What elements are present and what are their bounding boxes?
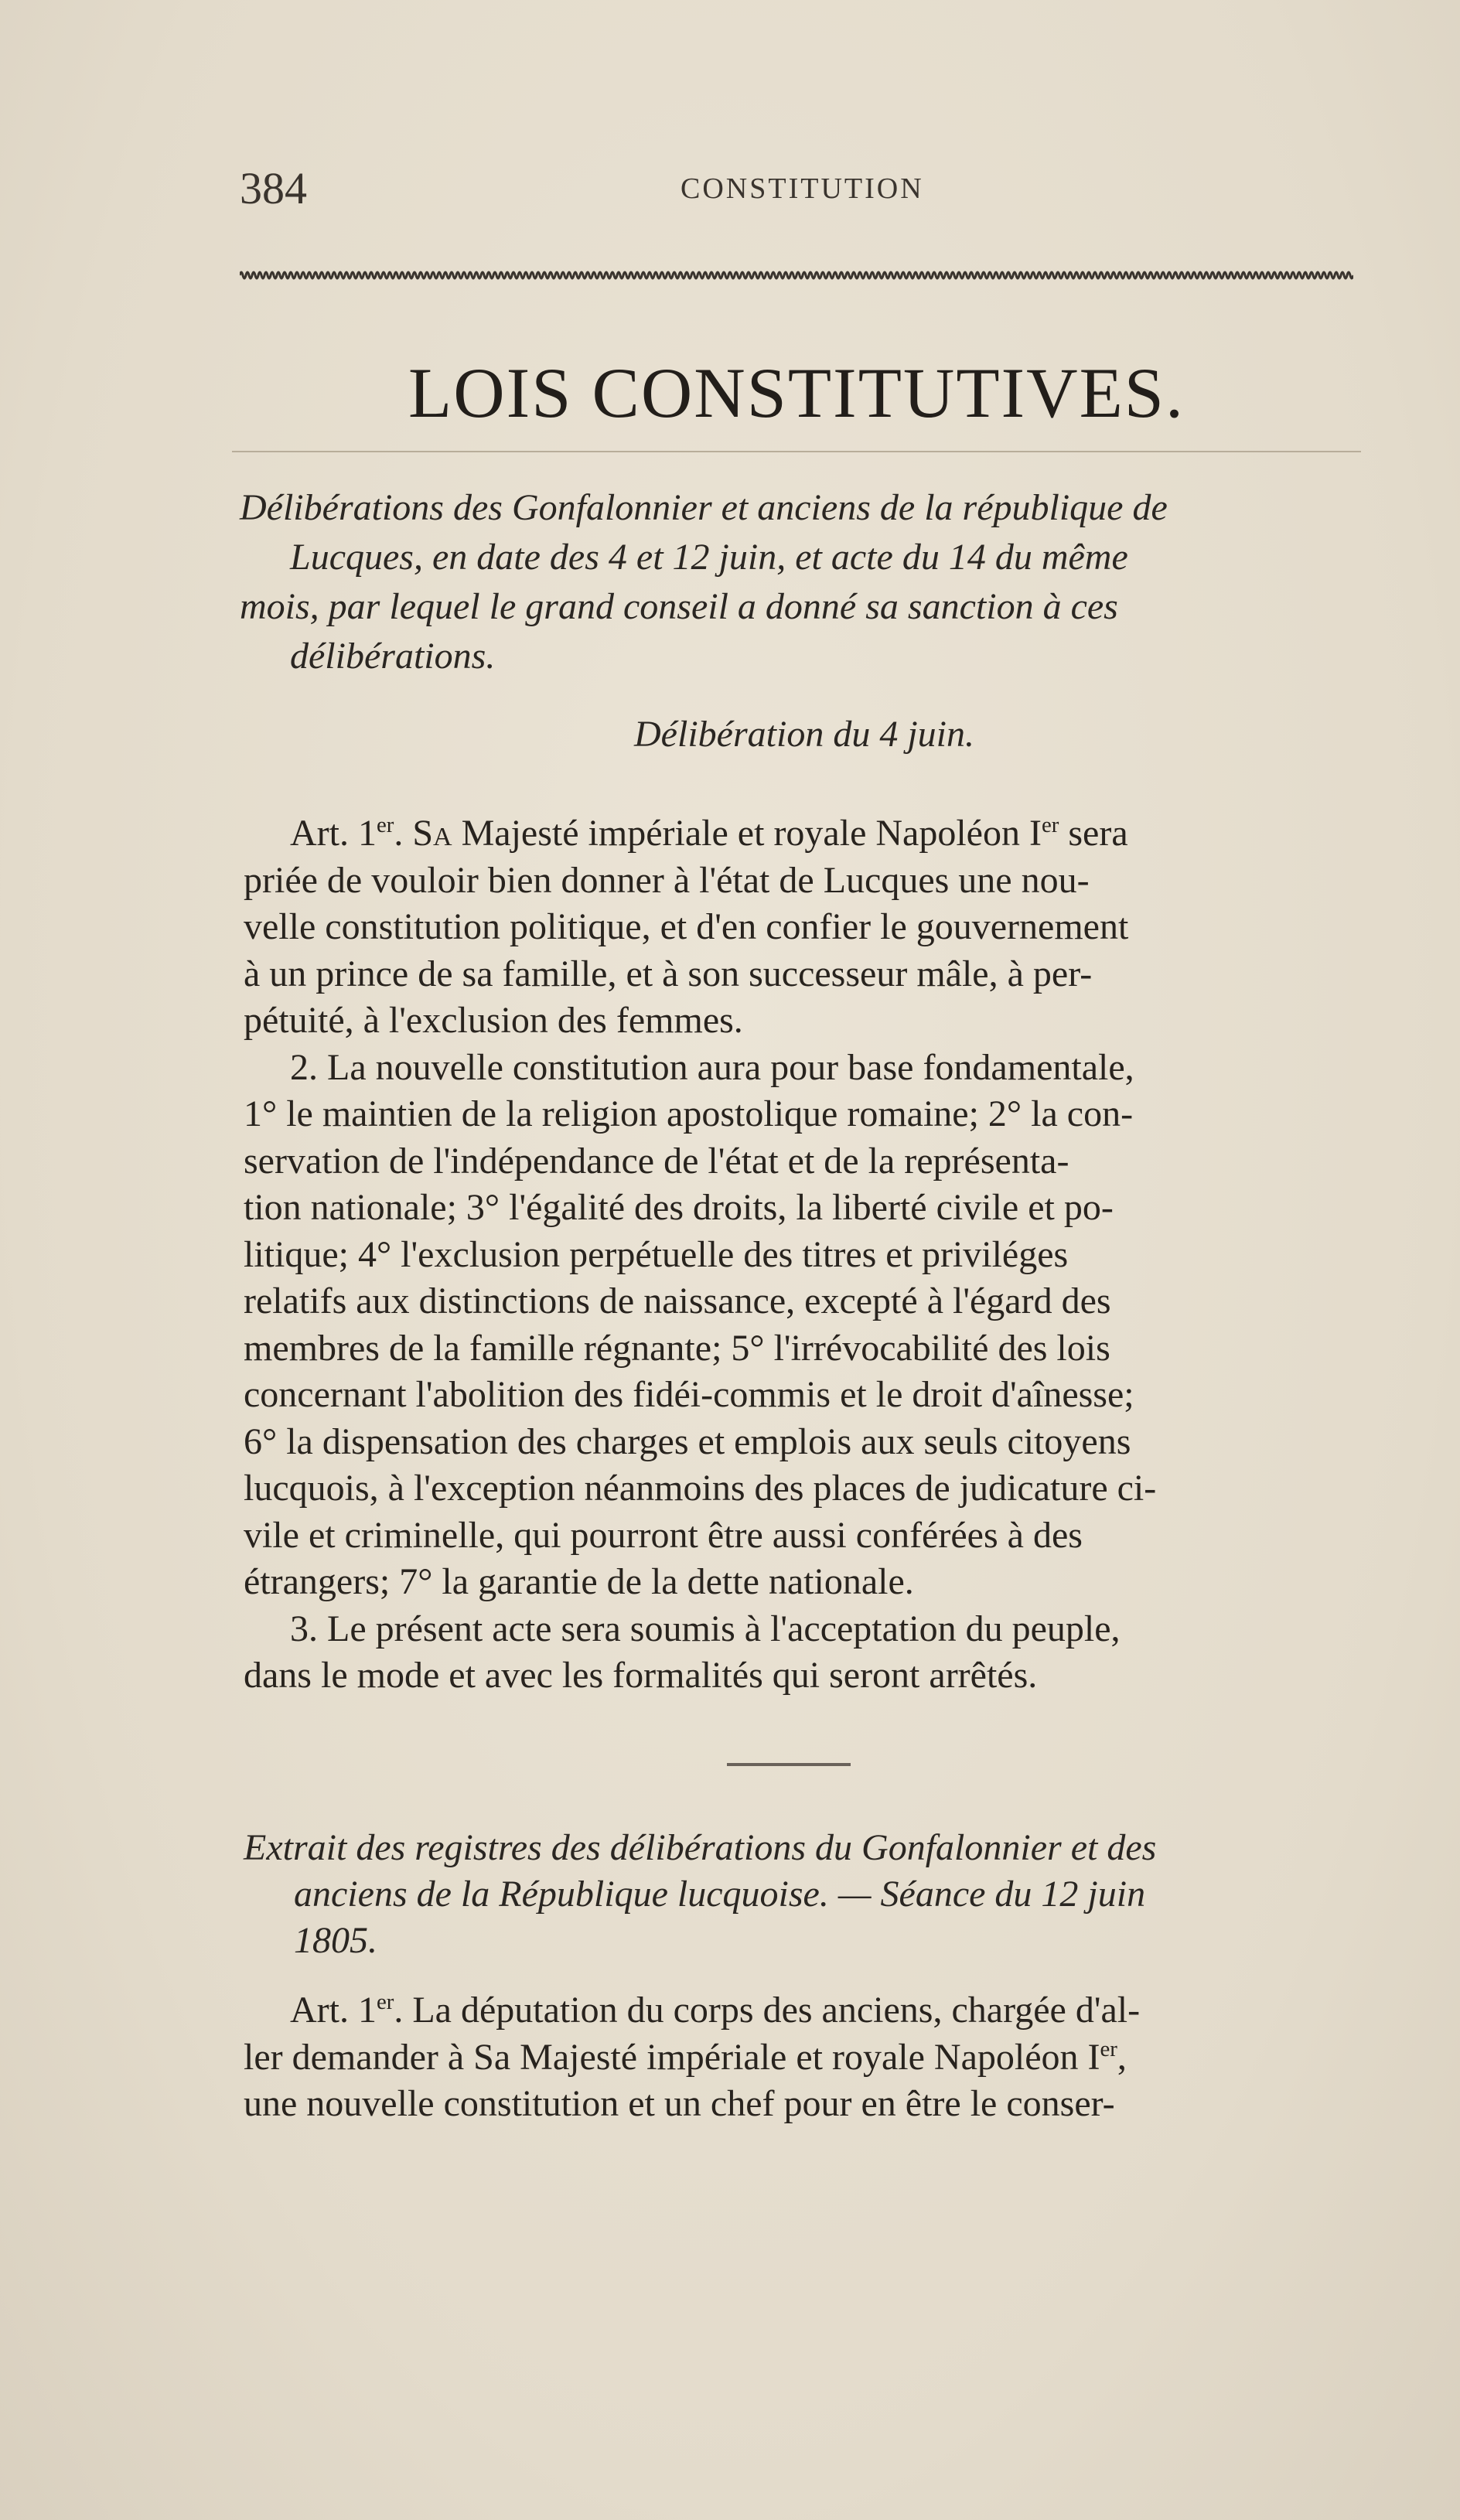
text-line: une nouvelle constitution et un chef pour en être le conser- xyxy=(244,2083,1115,2124)
heading-line: Lucques, en date des 4 et 12 juin, et acte du 14 du même xyxy=(290,537,1128,578)
articles-block-2 xyxy=(244,1987,1365,2128)
article-3-first-line: 3. Le présent acte sera soumis à l'acceptation du peuple, xyxy=(290,1608,1121,1649)
text-line: servation de l'indépendance de l'état et de la représenta- xyxy=(244,1140,1069,1182)
text-line: lucquois, à l'exception néanmoins des places de judicature ci- xyxy=(244,1468,1157,1509)
text-line: à un prince de sa famille, et à son successeur mâle, à per- xyxy=(244,953,1093,994)
article-1-first-line: Art. 1er. Sa Majesté impériale et royale Napoléon Ier sera xyxy=(290,813,1128,854)
extract-heading xyxy=(244,1825,1365,1964)
section-divider xyxy=(727,1763,851,1766)
text-line: vile et criminelle, qui pourront être aussi conférées à des xyxy=(244,1514,1083,1556)
articles-block-1 xyxy=(244,810,1365,1700)
text-line: pétuité, à l'exclusion des femmes. xyxy=(244,1000,743,1041)
text-line: relatifs aux distinctions de naissance, excepté à l'égard des xyxy=(244,1280,1111,1321)
text-line: 1° le maintien de la religion apostolique romaine; 2° la con- xyxy=(244,1093,1134,1134)
page-header xyxy=(240,162,1376,217)
article-2-first-line: 2. La nouvelle constitution aura pour base fondamentale, xyxy=(290,1046,1134,1088)
text-line: ler demander à Sa Majesté impériale et royale Napoléon Ier, xyxy=(244,2036,1127,2078)
heading-line: délibérations. xyxy=(290,636,496,677)
title-underline xyxy=(232,451,1361,452)
page-number: 384 xyxy=(240,163,307,213)
document-heading xyxy=(240,483,1369,681)
running-head: CONSTITUTION xyxy=(681,172,924,205)
section-title: Délibération du 4 juin. xyxy=(634,714,974,755)
heading-line: Délibérations des Gonfalonnier et anciens de la république de xyxy=(240,487,1168,528)
article-1b-first-line: Art. 1er. La députation du corps des anciens, chargée d'al- xyxy=(290,1990,1141,2031)
text-line: priée de vouloir bien donner à l'état de Lucques une nou- xyxy=(244,859,1090,901)
heading-line: Extrait des registres des délibérations du Gonfalonnier et des xyxy=(244,1827,1157,1868)
text-line: membres de la famille régnante; 5° l'irrévocabilité des lois xyxy=(244,1327,1110,1369)
ornamental-wavy-rule xyxy=(240,267,1353,284)
text-line: 6° la dispensation des charges et emplois aux seuls citoyens xyxy=(244,1420,1131,1462)
heading-line: anciens de la République lucquoise. — Séance du 12 juin xyxy=(294,1874,1146,1915)
text-line: étrangers; 7° la garantie de la dette nationale. xyxy=(244,1561,914,1602)
text-line: concernant l'abolition des fidéi-commis et le droit d'aînesse; xyxy=(244,1374,1134,1415)
text-line: litique; 4° l'exclusion perpétuelle des titres et priviléges xyxy=(244,1233,1069,1275)
heading-line: mois, par lequel le grand conseil a donné sa sanction à ces xyxy=(240,586,1118,627)
text-line: velle constitution politique, et d'en confier le gouvernement xyxy=(244,906,1129,947)
text-line: tion nationale; 3° l'égalité des droits, la liberté civile et po- xyxy=(244,1187,1114,1228)
heading-line: 1805. xyxy=(294,1920,377,1961)
main-title: LOIS CONSTITUTIVES. xyxy=(408,353,1185,432)
text-line: dans le mode et avec les formalités qui seront arrêtés. xyxy=(244,1655,1038,1696)
